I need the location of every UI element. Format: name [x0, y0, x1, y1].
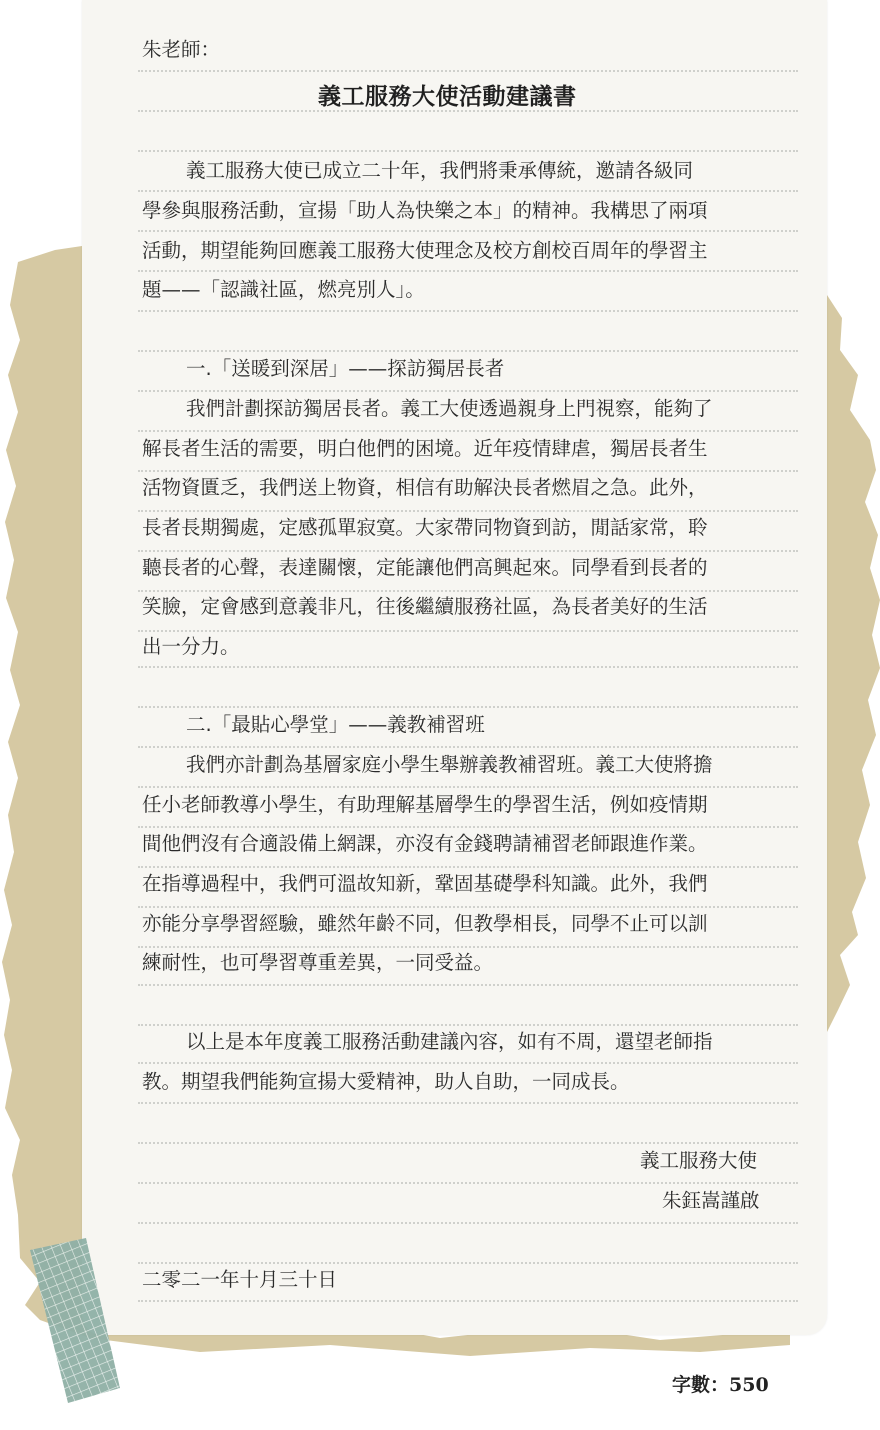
letter-title: 義工服務大使活動建議書: [318, 83, 577, 110]
ruling-line: [138, 550, 798, 552]
ruling-line: [138, 984, 798, 986]
ruling-line: [138, 1142, 798, 1144]
section1-heading: 一.「送暖到深居」——探訪獨居長者: [186, 357, 505, 380]
section1-line: 出一分力。: [142, 635, 240, 658]
intro-line: 學參與服務活動，宣揚「助人為快樂之本」的精神。我構思了兩項: [142, 199, 708, 222]
ruling-line: [138, 590, 798, 592]
section2-line: 間他們沒有合適設備上網課，亦沒有金錢聘請補習老師跟進作業。: [142, 832, 708, 855]
ruling-line: [138, 350, 798, 352]
ruling-line: [138, 866, 798, 868]
section1-line: 長者長期獨處，定感孤單寂寞。大家帶同物資到訪，閒話家常，聆: [142, 516, 708, 539]
ruling-line: [138, 270, 798, 272]
ruling-line: [138, 666, 798, 668]
section2-line: 練耐性，也可學習尊重差異，一同受益。: [142, 951, 494, 974]
ruling-line: [138, 390, 798, 392]
ruling-line: [138, 826, 798, 828]
signature-org: 義工服務大使: [640, 1149, 758, 1172]
ruling-line: [138, 230, 798, 232]
section1-line: 活物資匱乏，我們送上物資，相信有助解決長者燃眉之急。此外，: [142, 476, 708, 499]
section2-line: 我們亦計劃為基層家庭小學生舉辦義教補習班。義工大使將擔: [186, 753, 713, 776]
intro-line: 義工服務大使已成立二十年，我們將秉承傳統，邀請各級同: [186, 159, 694, 182]
section2-line: 亦能分享學習經驗，雖然年齡不同，但教學相長，同學不止可以訓: [142, 912, 708, 935]
salutation: 朱老師：: [142, 38, 221, 61]
ruling-line: [138, 1182, 798, 1184]
word-count: 字數：550: [672, 1374, 769, 1396]
section1-line: 解長者生活的需要，明白他們的困境。近年疫情肆虐，獨居長者生: [142, 437, 708, 460]
letter-date: 二零二一年十月三十日: [142, 1268, 338, 1291]
section2-line: 在指導過程中，我們可溫故知新，鞏固基礎學科知識。此外，我們: [142, 872, 708, 895]
intro-line: 活動，期望能夠回應義工服務大使理念及校方創校百周年的學習主: [142, 239, 708, 262]
ruling-line: [138, 150, 798, 152]
ruling-line: [138, 190, 798, 192]
ruling-line: [138, 630, 798, 632]
ruling-line: [138, 70, 798, 72]
ruling-line: [138, 1102, 798, 1104]
intro-line: 題——「認識社區，燃亮別人」。: [142, 278, 425, 301]
ruling-line: [138, 1024, 798, 1026]
ruling-line: [138, 786, 798, 788]
grid-tape-decoration: [28, 1238, 120, 1403]
ruling-line: [138, 310, 798, 312]
section2-heading: 二.「最貼心學堂」——義教補習班: [186, 713, 485, 736]
ruling-line: [138, 1262, 798, 1264]
section2-line: 任小老師教導小學生，有助理解基層學生的學習生活，例如疫情期: [142, 793, 708, 816]
ruling-line: [138, 746, 798, 748]
ruling-line: [138, 470, 798, 472]
ruling-line: [138, 1062, 798, 1064]
ruling-line: [138, 946, 798, 948]
signature-name: 朱鈺嵩謹啟: [662, 1189, 760, 1212]
ruling-line: [138, 706, 798, 708]
ruling-line: [138, 1300, 798, 1302]
section1-line: 聽長者的心聲，表達關懷，定能讓他們高興起來。同學看到長者的: [142, 556, 708, 579]
ruling-line: [138, 1222, 798, 1224]
tape-strip: [30, 1238, 120, 1403]
section1-line: 笑臉，定會感到意義非凡，往後繼續服務社區，為長者美好的生活: [142, 595, 708, 618]
closing-line: 以上是本年度義工服務活動建議內容，如有不周，還望老師指: [186, 1030, 713, 1053]
ruling-line: [138, 510, 798, 512]
ruling-line: [138, 430, 798, 432]
closing-line: 教。期望我們能夠宣揚大愛精神，助人自助，一同成長。: [142, 1070, 630, 1093]
section1-line: 我們計劃探訪獨居長者。義工大使透過親身上門視察，能夠了: [186, 397, 713, 420]
ruling-line: [138, 906, 798, 908]
